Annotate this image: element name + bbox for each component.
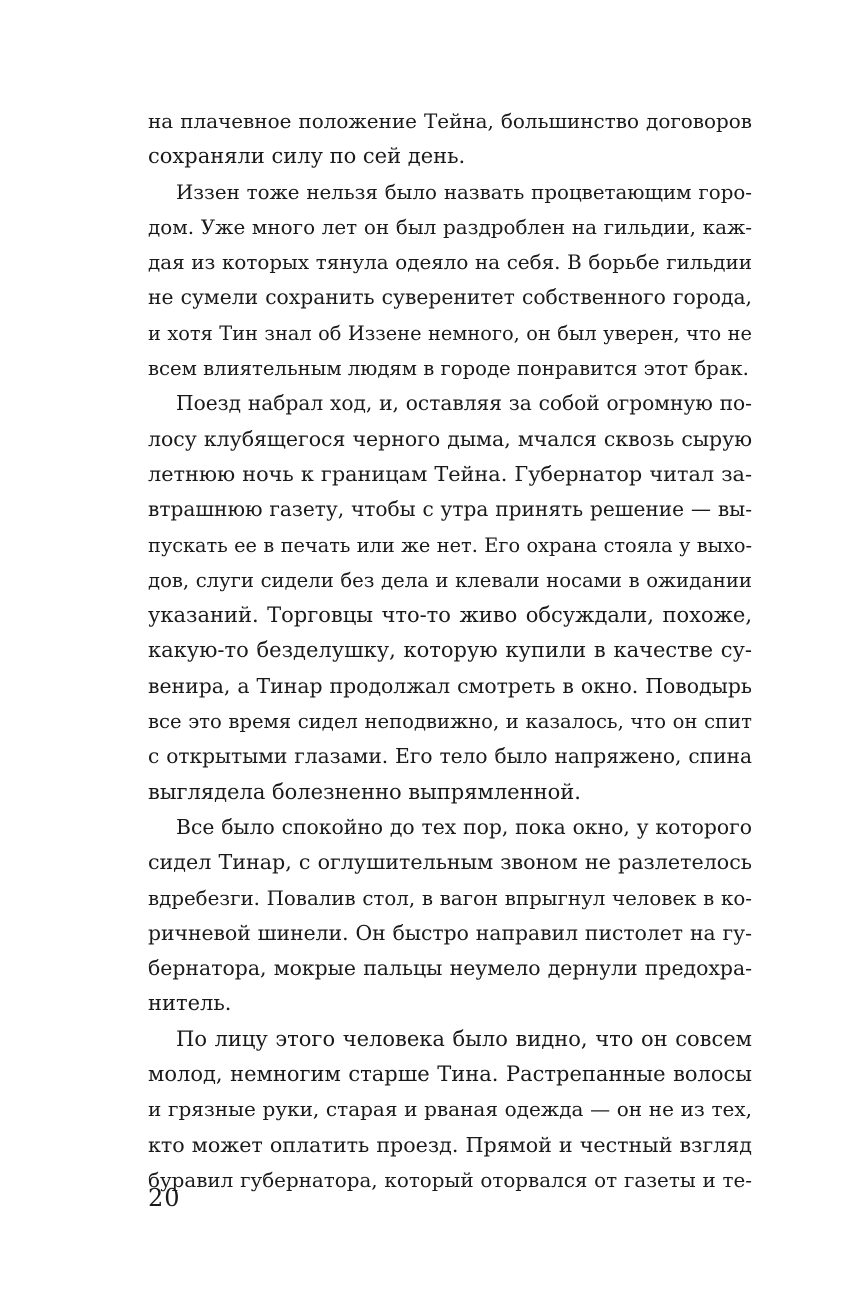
text-line: По лицу этого человека было видно, что он совсем: [176, 1026, 752, 1051]
paragraph: [148, 386, 752, 810]
text-line: нитель.: [148, 991, 232, 1016]
text-line: вдребезги. Повалив стол, в вагон впрыгнул человек в ко-: [148, 886, 752, 910]
text-line: сидел Тинар, с оглушительным звоном не разлетелось: [148, 850, 752, 875]
text-line: Все было спокойно до тех пор, пока окно, у которого: [176, 814, 752, 839]
text-line: выглядела болезненно выпрямленной.: [148, 779, 581, 804]
text-line: не сумели сохранить суверенитет собственного города,: [148, 285, 752, 310]
paragraph: [148, 104, 752, 175]
text-line: дов, слуги сидели без дела и клевали носами в ожидании: [148, 568, 752, 592]
text-line: лосу клубящегося черного дыма, мчался сквозь сырую: [148, 426, 752, 451]
text-line: втрашнюю газету, чтобы с утра принять решение — вы-: [148, 497, 752, 522]
text-line: венира, а Тинар продолжал смотреть в окно. Поводырь: [148, 673, 752, 698]
text-line: с открытыми глазами. Его тело было напряжено, спина: [148, 744, 752, 769]
text-line: и грязные руки, старая и рваная одежда — он не из тех,: [148, 1097, 752, 1122]
text-line: пускать ее в печать или же нет. Его охрана стояла у выхо-: [148, 533, 752, 557]
text-line: все это время сидел неподвижно, и казалось, что он спит: [148, 710, 752, 734]
text-line: бернатора, мокрые пальцы неумело дернули предохра-: [148, 956, 752, 981]
text-line: указаний. Торговцы что-то живо обсуждали, похоже,: [148, 603, 752, 628]
paragraph: [148, 810, 752, 1022]
text-line: ричневой шинели. Он быстро направил пистолет на гу-: [148, 920, 752, 945]
text-line: всем влиятельным людям в городе понравится этот брак.: [148, 357, 749, 381]
text-line: дая из которых тянула одеяло на себя. В борьбе гильдии: [148, 251, 752, 275]
text-line: Иззен тоже нельзя было назвать процветающим горо-: [176, 180, 752, 204]
text-line: летнюю ночь к границам Тейна. Губернатор читал за-: [148, 461, 752, 486]
text-line: буравил губернатора, который оторвался от газеты и те-: [148, 1168, 752, 1192]
text-line: на плачевное положение Тейна, большинство договоров: [148, 109, 752, 133]
text-line: молод, немногим старше Тина. Растрепанные волосы: [148, 1062, 752, 1087]
page-body: [148, 104, 752, 1198]
text-line: кто может оплатить проезд. Прямой и честный взгляд: [148, 1132, 752, 1157]
paragraph: [148, 175, 752, 387]
text-line: сохраняли силу по сей день.: [148, 144, 466, 169]
text-line: какую-то безделушку, которую купили в качестве су-: [148, 638, 752, 663]
text-line: Поезд набрал ход, и, оставляя за собой огромную по-: [176, 391, 752, 416]
text-line: и хотя Тин знал об Иззене немного, он был уверен, что не: [148, 321, 752, 345]
text-line: дом. Уже много лет он был раздроблен на гильдии, каж-: [148, 215, 752, 239]
page-number: 20: [148, 1184, 181, 1212]
paragraph: [148, 1022, 752, 1198]
